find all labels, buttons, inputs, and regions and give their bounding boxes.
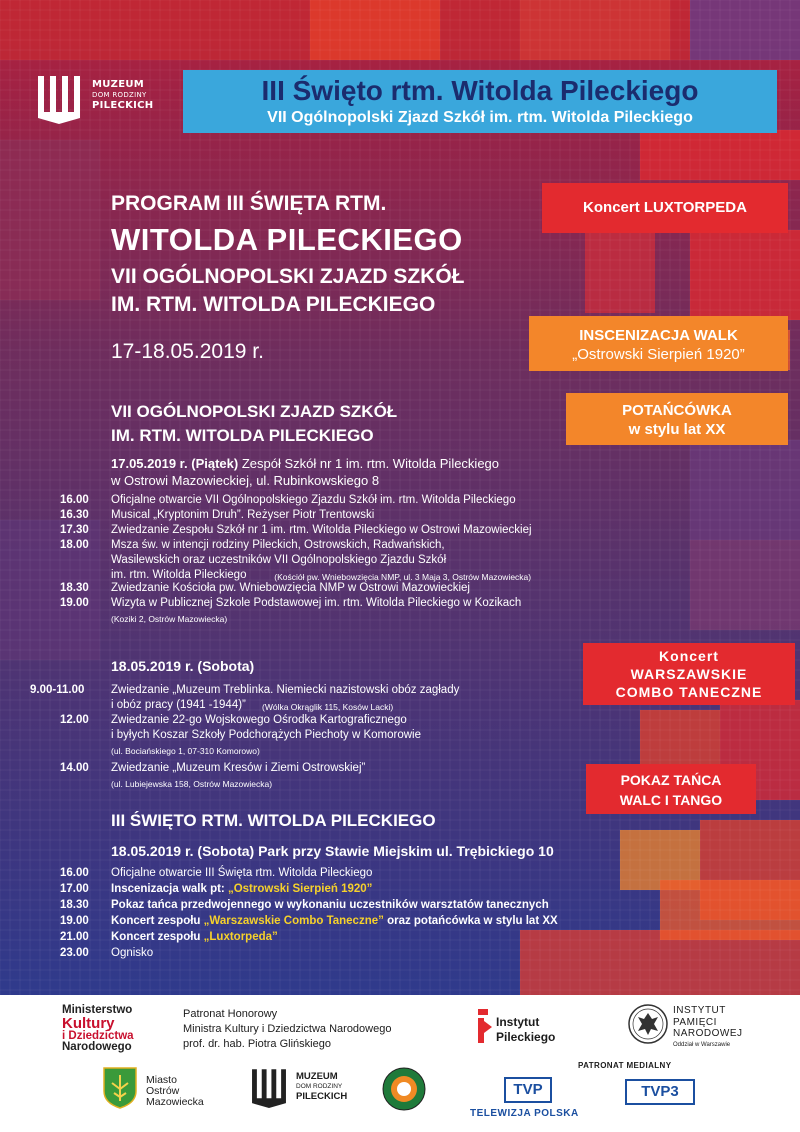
event-text: Zwiedzanie „Muzeum Treblinka. Niemiecki nazistowski obóz zagłady: [111, 684, 460, 696]
event-note: (ul. Bociańskiego 1, 07-310 Komorowo): [111, 746, 260, 756]
patronat-honorowy: [183, 1007, 391, 1052]
section1-place-2: w Ostrowi Mazowieckiej, ul. Rubinkowskiego 8: [111, 473, 380, 488]
event-time: 17.00: [60, 883, 89, 895]
schedule-row: [60, 914, 680, 930]
patronat-line1: Patronat Honorowy: [183, 1008, 278, 1020]
section1-day: [111, 456, 499, 471]
event-text: Zwiedzanie Zespołu Szkół nr 1 im. rtm. Witolda Pileckiego w Ostrowi Mazowieckiej: [111, 524, 532, 536]
event-text-rest: oraz potańcówka w stylu lat XX: [383, 915, 558, 927]
event-time: 14.00: [60, 762, 89, 774]
schedule-row: [60, 930, 680, 946]
event-time: 19.00: [60, 915, 89, 927]
ipn-line3: NARODOWEJ: [673, 1028, 743, 1039]
section1-title-2: IM. RTM. WITOLDA PILECKIEGO: [111, 426, 374, 445]
event-time: 9.00-11.00: [30, 684, 85, 696]
logo-line2: DOM RODZINY: [92, 91, 147, 99]
box-combo-line2: WARSZAWSKIE: [630, 666, 748, 682]
schedule-row: [60, 538, 660, 582]
ministry-line4: Narodowego: [62, 1041, 132, 1053]
schedule-row: [60, 946, 680, 962]
instytut-line2: Pileckiego: [496, 1030, 556, 1044]
program-date: 17-18.05.2019 r.: [111, 340, 264, 363]
event-time: 18.00: [60, 539, 89, 551]
event-time: 16.00: [60, 494, 89, 506]
section1-day-label: 17.05.2019 r. (Piątek): [111, 456, 239, 471]
patronat-line3: prof. dr. hab. Piotra Glińskiego: [183, 1038, 331, 1050]
program-line1: PROGRAM III ŚWIĘTA RTM.: [111, 192, 387, 215]
event-text: Zwiedzanie Kościoła pw. Wniebowzięcia NMP w Ostrowi Mazowieckiej: [111, 582, 470, 594]
ipn-text: [673, 1005, 743, 1051]
tvp3-logo: [625, 1079, 695, 1105]
box-luxtorpeda: [542, 183, 788, 233]
muzeum-logo-text: [92, 79, 153, 112]
header-title: III Święto rtm. Witolda Pileckiego: [261, 75, 699, 106]
event-time: 16.00: [60, 867, 89, 879]
schedule-row: [60, 882, 680, 898]
schedule-row: [30, 713, 630, 756]
ostrow-coat-of-arms-icon: [103, 1067, 137, 1109]
program-line4: IM. RTM. WITOLDA PILECKIEGO: [111, 293, 436, 316]
patronat-medialny-label: PATRONAT MEDIALNY: [578, 1061, 672, 1070]
box-combo-line1: Koncert: [659, 648, 719, 664]
tvp-logo: [504, 1077, 552, 1103]
miasto-line2: Ostrów: [146, 1085, 180, 1097]
tvp3-logo-text: TVP3: [641, 1083, 679, 1100]
event-highlight: „Ostrowski Sierpień 1920”: [227, 883, 373, 895]
event-text: [111, 930, 278, 944]
event-time: 19.00: [60, 597, 89, 609]
miasto-line3: Mazowiecka: [146, 1096, 204, 1108]
ministry-logo: [62, 1005, 134, 1053]
miasto-line1: Miasto: [146, 1074, 177, 1086]
ministry-line2: Kultury: [62, 1015, 115, 1032]
schedule-row: [60, 866, 680, 882]
logo-line3: PILECKICH: [92, 100, 154, 111]
event-text-main: Pokaz tańca przedwojennego w wykonaniu uczestników warsztatów tanecznych: [111, 899, 549, 911]
ipn-line1: INSTYTUT: [673, 1005, 726, 1016]
event-text-main: Ognisko: [111, 947, 154, 959]
event-text: Zwiedzanie 22-go Wojskowego Ośrodka Kartograficznego: [111, 714, 407, 726]
schedule-row: [30, 683, 630, 713]
event-note: (ul. Lubiejewska 158, Ostrów Mazowiecka): [111, 779, 273, 789]
event-time: 17.30: [60, 524, 89, 536]
ipn-line2: PAMIĘCI: [673, 1016, 717, 1028]
schedule-row: [60, 523, 660, 539]
patronat-line2: Ministra Kultury i Dziedzictwa Narodowego: [183, 1023, 392, 1035]
event-note: (Wólka Okrąglik 115, Kosów Lacki): [262, 702, 394, 712]
event-text: [111, 946, 153, 960]
box-combo-line3: COMBO TANECZNE: [615, 684, 763, 700]
muzeum-footer-line3: PILECKICH: [296, 1091, 348, 1102]
event-text: [111, 882, 372, 896]
event-text: im. rtm. Witolda Pileckiego: [111, 569, 247, 581]
section2-day: 18.05.2019 r. (Sobota): [111, 658, 255, 674]
instytut-line1: Instytut: [496, 1015, 540, 1029]
box-luxtorpeda-label: Koncert LUXTORPEDA: [583, 199, 747, 216]
event-time: 18.30: [60, 582, 89, 594]
header-banner: [183, 70, 777, 133]
ipn-eagle-icon: [627, 1003, 669, 1045]
box-pokaz-line1: POKAZ TAŃCA: [620, 772, 722, 788]
event-time: 12.00: [60, 714, 89, 726]
section1-place-1: Zespół Szkół nr 1 im. rtm. Witolda Pileckiego: [238, 456, 500, 471]
sports-club-badge-icon: [382, 1067, 426, 1111]
event-time: 21.00: [60, 931, 89, 943]
schedule-row: [60, 596, 660, 624]
event-time: 23.00: [60, 947, 89, 959]
schedule-row: [30, 761, 630, 791]
event-text: Wizyta w Publicznej Szkole Podstawowej im. rtm. Witolda Pileckiego w Kozikach: [111, 597, 522, 609]
section3-day: 18.05.2019 r. (Sobota) Park przy Stawie Miejskim ul. Trębickiego 10: [111, 843, 554, 859]
ministry-line3: i Dziedzictwa: [62, 1030, 134, 1042]
event-time: 18.30: [60, 899, 89, 911]
logo-line1: MUZEUM: [92, 79, 145, 90]
box-potancowka-title: POTAŃCÓWKA: [622, 402, 732, 419]
box-potancowka-sub: w stylu lat XX: [628, 421, 726, 438]
section1-title-1: VII OGÓLNOPOLSKI ZJAZD SZKÓŁ: [111, 402, 398, 421]
box-inscenizacja-sub: „Ostrowski Sierpień 1920”: [572, 346, 745, 363]
tvp-name: TELEWIZJA POLSKA: [470, 1108, 579, 1119]
instytut-pileckiego-text: [496, 1015, 555, 1045]
event-text-main: Inscenizacja walk pt:: [111, 883, 228, 895]
program-line3: VII OGÓLNOPOLSKI ZJAZD SZKÓŁ: [111, 265, 465, 288]
event-text: Msza św. w intencji rodziny Pileckich, Ostrowskich, Radwańskich,: [111, 539, 445, 551]
event-time: 16.30: [60, 509, 89, 521]
program-line2: WITOLDA PILECKIEGO: [111, 222, 463, 257]
box-inscenizacja: [529, 316, 788, 371]
event-text: Oficjalne otwarcie VII Ogólnopolskiego Zjazdu Szkół im. rtm. Witolda Pileckiego: [111, 494, 516, 506]
instytut-pileckiego-icon: [474, 1009, 494, 1043]
event-highlight: „Warszawskie Combo Taneczne”: [203, 915, 384, 927]
event-text: Musical „Kryptonim Druh”. Reżyser Piotr Trentowski: [111, 509, 375, 521]
muzeum-footer-logo-icon: [250, 1066, 288, 1108]
ministry-line1: Ministerstwo: [62, 1004, 133, 1016]
schedule-row: [60, 581, 660, 597]
footer-sponsors: [0, 995, 800, 1132]
event-text: [111, 866, 372, 880]
section3-title: III ŚWIĘTO RTM. WITOLDA PILECKIEGO: [111, 811, 436, 830]
miasto-ostrow-text: [146, 1075, 204, 1108]
tvp-logo-text: TVP: [513, 1081, 543, 1098]
event-highlight: „Luxtorpeda”: [203, 931, 278, 943]
muzeum-footer-line1: MUZEUM: [296, 1071, 338, 1082]
ipn-line4: Oddział w Warszawie: [673, 1041, 731, 1048]
header-subtitle: VII Ogólnopolski Zjazd Szkół im. rtm. Witolda Pileckiego: [267, 109, 693, 126]
muzeum-footer-line2: DOM RODZINY: [296, 1083, 343, 1090]
event-text-main: Oficjalne otwarcie III Święta rtm. Witolda Pileckiego: [111, 867, 373, 879]
event-text: Wasilewskich oraz uczestników VII Ogólnopolskiego Zjazdu Szkół: [111, 554, 447, 566]
event-text: Zwiedzanie „Muzeum Kresów i Ziemi Ostrowskiej”: [111, 762, 366, 774]
event-text: [111, 898, 549, 912]
event-note: (Kościół pw. Wniebowzięcia NMP, ul. 3 Maja 3, Ostrów Mazowiecka): [274, 572, 532, 582]
box-potancowka: [566, 393, 788, 445]
event-note: (Koziki 2, Ostrów Mazowiecka): [111, 614, 228, 624]
schedule-row: [60, 493, 660, 509]
event-text: i obóz pracy (1941 -1944)”: [111, 699, 246, 711]
event-text-main: Koncert zespołu: [111, 915, 204, 927]
event-text: [111, 914, 558, 928]
event-text: i byłych Koszar Szkoły Podchorążych Piechoty w Komorowie: [111, 729, 421, 741]
event-text-main: Koncert zespołu: [111, 931, 204, 943]
box-pokaz-line2: WALC I TANGO: [619, 792, 723, 808]
schedule-row: [60, 898, 680, 914]
schedule-row: [60, 508, 660, 524]
box-inscenizacja-title: INSCENIZACJA WALK: [579, 327, 738, 344]
muzeum-footer-text: [296, 1072, 347, 1102]
muzeum-logo-icon: [36, 72, 82, 124]
